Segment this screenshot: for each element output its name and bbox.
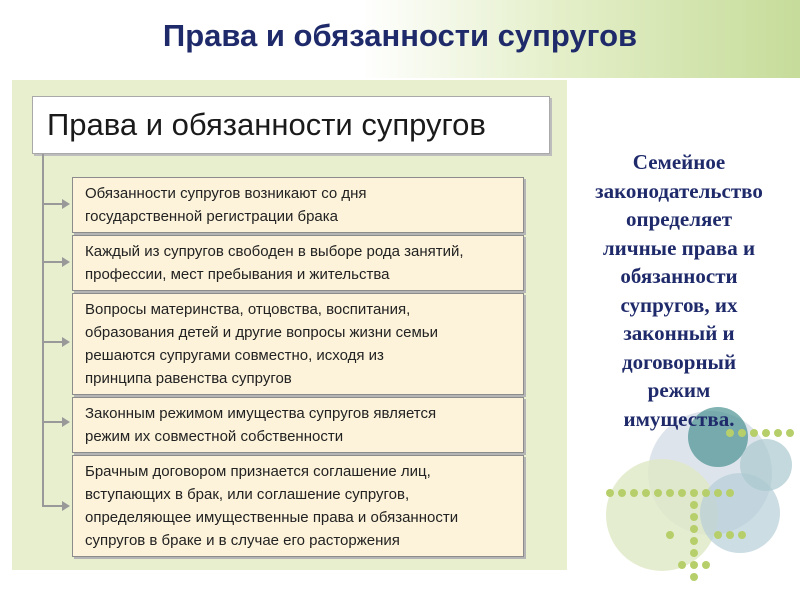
side-note-line: имущества.: [623, 406, 735, 431]
diagram-header: Права и обязанности супругов: [32, 96, 550, 154]
connector-branch: [42, 505, 64, 507]
slide-title: Права и обязанности супругов: [162, 18, 638, 53]
arrow-right-icon: [62, 257, 70, 267]
side-note-line: супругов, их: [620, 292, 738, 317]
item-line: супругов в браке и в случае его расторжения: [85, 532, 400, 549]
item-line: режим их совместной собственности: [85, 428, 344, 445]
diagram-item-2: [72, 235, 524, 291]
arrow-right-icon: [62, 417, 70, 427]
side-note-line: Семейное: [632, 150, 726, 174]
side-note: [568, 148, 790, 433]
item-line: Вопросы материнства, отцовства, воспитания,: [85, 301, 411, 318]
item-line: принципа равенства супругов: [85, 370, 292, 387]
connector-branch: [42, 421, 64, 423]
side-note-line: личные права и: [602, 235, 756, 260]
item-line: определяющее имущественные права и обязанности: [85, 509, 459, 526]
item-line: Обязанности супругов возникают со дня: [85, 185, 367, 202]
connector-branch: [42, 341, 64, 343]
side-note-line: режим: [647, 378, 711, 402]
side-note-line: договорный: [621, 349, 737, 374]
item-line: государственной регистрации брака: [85, 208, 339, 225]
side-note-line: определяет: [625, 207, 733, 231]
item-line: Каждый из супругов свободен в выборе рода занятий,: [85, 243, 464, 260]
connector-branch: [42, 261, 64, 263]
arrow-right-icon: [62, 501, 70, 511]
diagram-item-1: [72, 177, 524, 233]
item-line: вступающих в брак, или соглашение супругов,: [85, 486, 410, 503]
connector-trunk: [42, 154, 44, 507]
item-line: решаются супругами совместно, исходя из: [85, 347, 384, 364]
arrow-right-icon: [62, 199, 70, 209]
item-line: образования детей и другие вопросы жизни семьи: [85, 324, 438, 341]
connector-branch: [42, 203, 64, 205]
side-note-line: законный и: [623, 321, 735, 345]
item-line: Законным режимом имущества супругов является: [85, 405, 437, 422]
arrow-right-icon: [62, 337, 70, 347]
side-note-line: обязанности: [620, 264, 738, 288]
diagram-item-3: [72, 293, 524, 395]
diagram-item-5: [72, 455, 524, 557]
item-line: профессии, мест пребывания и жительства: [85, 266, 390, 283]
item-line: Брачным договором признается соглашение лиц,: [85, 463, 431, 480]
diagram-item-4: [72, 397, 524, 453]
side-note-line: законодательство: [595, 178, 763, 203]
